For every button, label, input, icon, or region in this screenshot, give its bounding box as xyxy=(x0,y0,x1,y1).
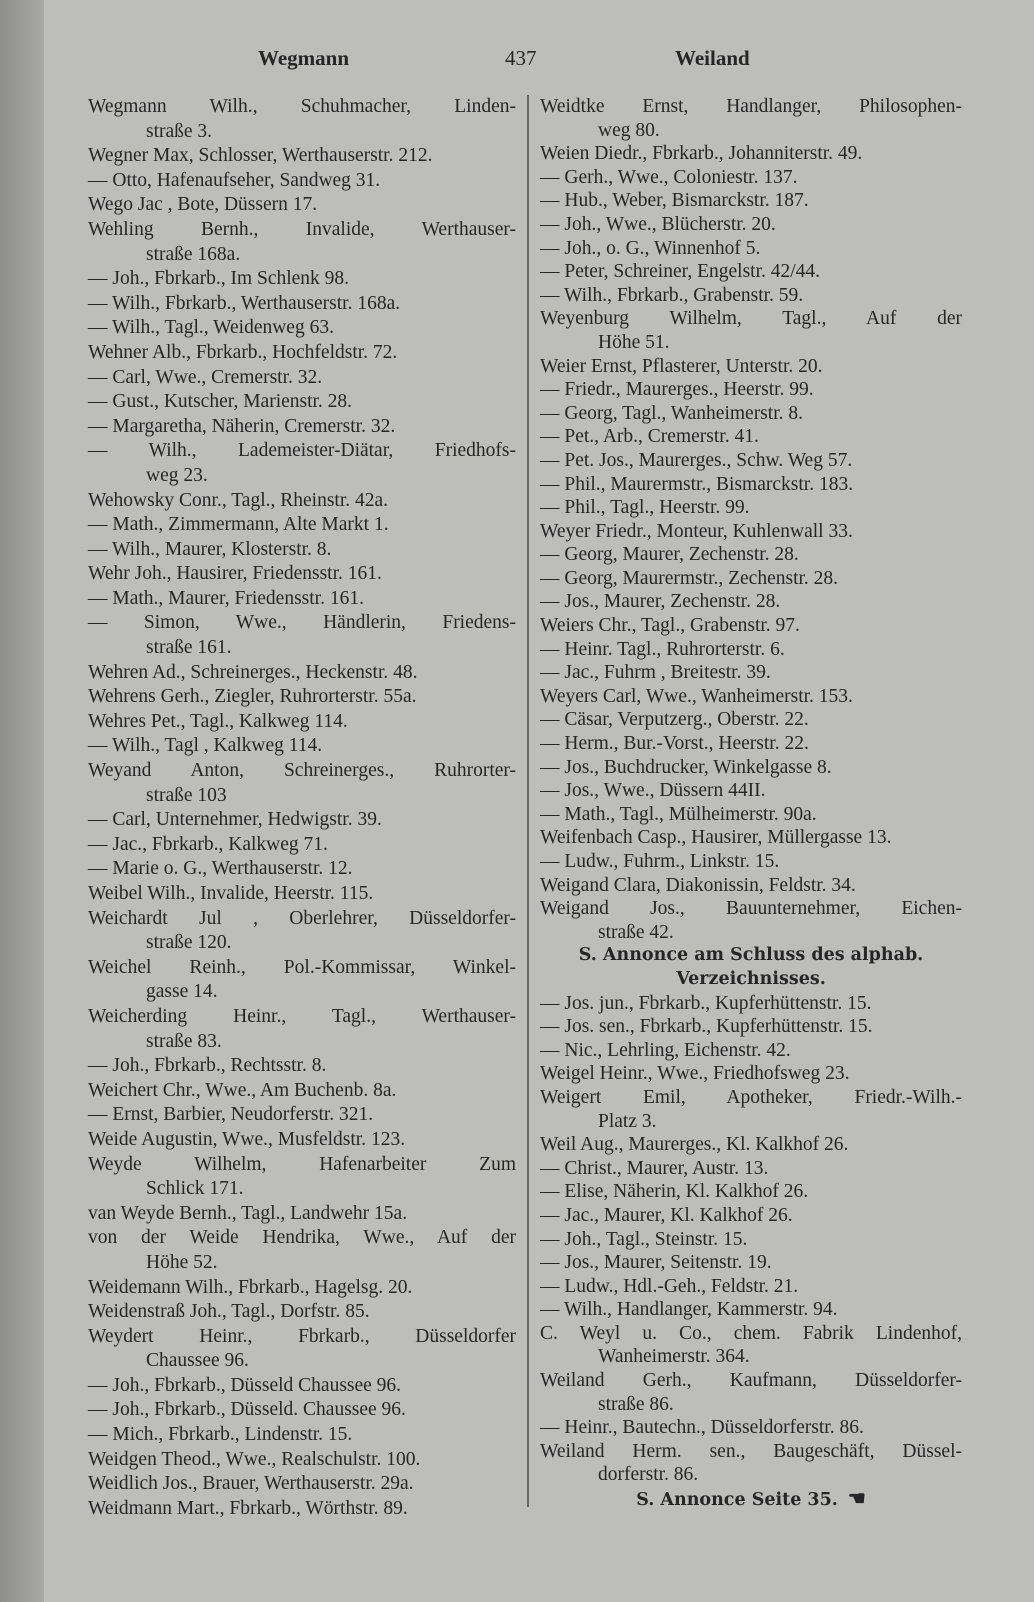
entry-line: — Christ., Maurer, Austr. 13. xyxy=(540,1157,769,1179)
entry-line: Weidgen Theod., Wwe., Realschulstr. 100. xyxy=(88,1448,421,1470)
directory-entry xyxy=(88,1448,516,1473)
directory-entry xyxy=(540,189,962,213)
entry-line: — Wilh., Fbrkarb., Grabenstr. 59. xyxy=(540,284,804,306)
directory-entry xyxy=(88,292,516,317)
directory-entry xyxy=(540,402,962,426)
directory-entry xyxy=(540,1180,962,1204)
entry-line: — Joh., Fbrkarb., Düsseld Chaussee 96. xyxy=(88,1374,402,1396)
entry-line: — Ludw., Fuhrm., Linkstr. 15. xyxy=(540,851,780,872)
entry-line: Weyer Friedr., Monteur, Kuhlenwall 33. xyxy=(540,520,853,542)
directory-entry xyxy=(88,833,516,858)
entry-continuation: straße 103 xyxy=(146,784,227,806)
entry-line: — Mich., Fbrkarb., Lindenstr. 15. xyxy=(88,1424,353,1446)
page-number: 437 xyxy=(505,46,537,70)
entry-line: Weichert Chr., Wwe., Am Buchenb. 8a. xyxy=(88,1079,397,1101)
entry-line: — Wilh., Fbrkarb., Werthauserstr. 168a. xyxy=(88,292,401,314)
directory-entry xyxy=(88,734,516,759)
entry-continuation: straße 161. xyxy=(146,637,232,659)
running-head-right: Weiland xyxy=(675,46,750,70)
directory-entry xyxy=(540,1086,962,1133)
directory-entry xyxy=(88,956,516,1005)
directory-entry xyxy=(88,587,516,612)
entry-line: — Margaretha, Näherin, Cremerstr. 32. xyxy=(88,415,396,437)
entry-line: Weigert Emil, Apotheker, Friedr.-Wilh.- xyxy=(540,1086,962,1108)
entry-line: — Gust., Kutscher, Marienstr. 28. xyxy=(88,391,353,413)
entry-continuation: weg 23. xyxy=(146,464,208,486)
directory-entry xyxy=(88,882,516,907)
entry-line: C. Weyl u. Co., chem. Fabrik Lindenhof, xyxy=(540,1322,962,1344)
entry-line: — Joh., Tagl., Steinstr. 15. xyxy=(540,1228,748,1250)
directory-entry xyxy=(540,1204,962,1228)
entry-line: Wehowsky Conr., Tagl., Rheinstr. 42a. xyxy=(88,489,389,511)
entry-line: Wehrens Gerh., Ziegler, Ruhrorterstr. 55a. xyxy=(88,686,417,708)
entry-line: — Joh., Fbrkarb., Düsseld. Chaussee 96. xyxy=(88,1399,406,1421)
directory-entry xyxy=(540,260,962,284)
entry-line: Weidmann Mart., Fbrkarb., Wörthstr. 89. xyxy=(88,1497,408,1519)
right-column xyxy=(540,95,962,1511)
entry-line: — Phil., Maurermstr., Bismarckstr. 183. xyxy=(540,473,854,495)
directory-entry xyxy=(540,826,962,850)
entry-continuation: straße 83. xyxy=(146,1030,222,1052)
entry-line: — Math., Tagl., Mülheimerstr. 90a. xyxy=(540,803,817,825)
entry-line: Weyenburg Wilhelm, Tagl., Auf der xyxy=(540,308,962,330)
left-column xyxy=(88,95,516,1521)
entry-continuation: straße 86. xyxy=(598,1393,674,1415)
annonce-notice xyxy=(540,1487,962,1511)
entry-line: Weibel Wilh., Invalide, Heerstr. 115. xyxy=(88,883,374,904)
entry-line: — Herm., Bur.-Vorst., Heerstr. 22. xyxy=(540,733,809,755)
directory-entry xyxy=(540,1275,962,1299)
entry-line: Weien Diedr., Fbrkarb., Johanniterstr. 49. xyxy=(540,143,863,165)
entry-line: Wego Jac , Bote, Düssern 17. xyxy=(88,194,318,216)
entry-line: — Pet., Arb., Cremerstr. 41. xyxy=(540,426,759,448)
directory-entry xyxy=(540,307,962,354)
directory-entry xyxy=(540,992,962,1016)
directory-entry xyxy=(540,473,962,497)
directory-entry xyxy=(88,759,516,808)
directory-entry xyxy=(540,142,962,166)
entry-continuation: straße 168a. xyxy=(146,243,241,265)
entry-line: — Cäsar, Verputzerg., Oberstr. 22. xyxy=(540,709,809,731)
entry-line: Weiland Herm. sen., Baugeschäft, Düssel- xyxy=(540,1440,962,1462)
entry-line: — Joh., Wwe., Blücherstr. 20. xyxy=(540,213,776,235)
notice-line xyxy=(540,1487,962,1511)
entry-line: Weichardt Jul , Oberlehrer, Düsseldorfer- xyxy=(88,907,516,929)
directory-entry xyxy=(88,1300,516,1325)
entry-line: — Joh., o. G., Winnenhof 5. xyxy=(540,237,761,259)
entry-line: — Friedr., Maurerges., Heerstr. 99. xyxy=(540,379,814,401)
directory-entry xyxy=(88,857,516,882)
directory-entry xyxy=(540,1039,962,1063)
entry-line: Wegner Max, Schlosser, Werthauserstr. 212. xyxy=(88,145,433,167)
entry-continuation: Höhe 52. xyxy=(146,1251,218,1273)
directory-entry xyxy=(88,341,516,366)
directory-entry xyxy=(540,1228,962,1252)
entry-line: — Georg, Tagl., Wanheimerstr. 8. xyxy=(540,402,803,424)
entry-continuation: straße 42. xyxy=(598,921,674,943)
directory-entry xyxy=(540,496,962,520)
entry-line: — Marie o. G., Werthauserstr. 12. xyxy=(88,858,353,880)
notice-text: S. Annonce Seite 35. xyxy=(636,1490,838,1511)
entry-line: Weicherding Heinr., Tagl., Werthauser- xyxy=(88,1005,516,1027)
directory-entry xyxy=(88,685,516,710)
entry-line: Weigand Clara, Diakonissin, Feldstr. 34. xyxy=(540,874,856,896)
entry-line: — Joh., Fbrkarb., Im Schlenk 98. xyxy=(88,268,350,290)
entry-line: — Georg, Maurer, Zechenstr. 28. xyxy=(540,544,799,566)
entry-line: — Math., Maurer, Friedensstr. 161. xyxy=(88,587,364,609)
directory-entry xyxy=(88,144,516,169)
directory-entry xyxy=(88,193,516,218)
directory-entry xyxy=(88,1103,516,1128)
entry-continuation: straße 3. xyxy=(146,120,213,142)
annonce-notice xyxy=(540,944,962,991)
directory-entry xyxy=(540,756,962,780)
entry-line: Weidemann Wilh., Fbrkarb., Hagelsg. 20. xyxy=(88,1276,413,1298)
entry-line: von der Weide Hendrika, Wwe., Auf der xyxy=(88,1227,516,1249)
entry-line: — Ludw., Hdl.-Geh., Feldstr. 21. xyxy=(540,1275,799,1297)
directory-entry xyxy=(540,803,962,827)
entry-line: — Wilh., Handlanger, Kammerstr. 94. xyxy=(540,1299,838,1321)
entry-line: — Jac., Maurer, Kl. Kalkhof 26. xyxy=(540,1204,793,1226)
directory-entry xyxy=(540,1157,962,1181)
directory-entry xyxy=(88,390,516,415)
directory-entry xyxy=(88,1054,516,1079)
entry-line: — Wilh., Tagl., Weidenweg 63. xyxy=(88,317,334,339)
entry-line: Weichel Reinh., Pol.-Kommissar, Winkel- xyxy=(88,956,516,978)
entry-line: — Jos. sen., Fbrkarb., Kupferhüttenstr. 15. xyxy=(540,1016,873,1038)
directory-entry xyxy=(88,562,516,587)
scan-edge xyxy=(0,0,44,1602)
directory-entry xyxy=(540,685,962,709)
directory-entry xyxy=(540,732,962,756)
directory-entry xyxy=(540,779,962,803)
directory-entry xyxy=(88,661,516,686)
entry-continuation: Wanheimerstr. 364. xyxy=(598,1346,750,1368)
directory-entry xyxy=(540,1251,962,1275)
entry-line: Wehner Alb., Fbrkarb., Hochfeldstr. 72. xyxy=(88,341,398,363)
directory-entry xyxy=(88,1398,516,1423)
directory-entry xyxy=(540,237,962,261)
directory-entry xyxy=(88,1005,516,1054)
entry-line: — Joh., Fbrkarb., Rechtsstr. 8. xyxy=(88,1055,327,1077)
entry-line: — Jos., Maurer, Zechenstr. 28. xyxy=(540,591,781,613)
entry-line: — Math., Zimmermann, Alte Markt 1. xyxy=(88,514,389,536)
directory-entry xyxy=(540,166,962,190)
directory-entry xyxy=(88,538,516,563)
entry-line: Weyde Wilhelm, Hafenarbeiter Zum xyxy=(88,1153,516,1175)
entry-line: — Phil., Tagl., Heerstr. 99. xyxy=(540,497,750,519)
directory-entry xyxy=(88,611,516,660)
directory-entry xyxy=(540,590,962,614)
directory-entry xyxy=(540,95,962,142)
directory-entry xyxy=(540,1298,962,1322)
directory-entry xyxy=(88,1202,516,1227)
entry-line: Weidlich Jos., Brauer, Werthauserstr. 29a. xyxy=(88,1473,414,1495)
directory-entry xyxy=(88,1423,516,1448)
entry-line: — Elise, Näherin, Kl. Kalkhof 26. xyxy=(540,1181,809,1203)
entry-line: van Weyde Bernh., Tagl., Landwehr 15a. xyxy=(88,1202,408,1224)
directory-entry xyxy=(88,1226,516,1275)
entry-continuation: Höhe 51. xyxy=(598,331,670,353)
entry-line: Weiland Gerh., Kaufmann, Düsseldorfer- xyxy=(540,1370,962,1392)
entry-line: Weydert Heinr., Fbrkarb., Düsseldorfer xyxy=(88,1325,516,1347)
directory-entry xyxy=(540,661,962,685)
entry-line: — Peter, Schreiner, Engelstr. 42/44. xyxy=(540,261,821,283)
directory-entry xyxy=(88,1472,516,1497)
entry-line: Weide Augustin, Wwe., Musfeldstr. 123. xyxy=(88,1128,406,1150)
directory-entry xyxy=(88,907,516,956)
directory-entry xyxy=(540,1440,962,1487)
directory-entry xyxy=(540,1369,962,1416)
directory-entry xyxy=(540,638,962,662)
entry-line: — Carl, Unternehmer, Hedwigstr. 39. xyxy=(88,809,382,831)
entry-line: — Pet. Jos., Maurerges., Schw. Weg 57. xyxy=(540,449,853,471)
entry-line: — Nic., Lehrling, Eichenstr. 42. xyxy=(540,1039,791,1061)
entry-line: Weiers Chr., Tagl., Grabenstr. 97. xyxy=(540,615,800,637)
entry-continuation: Platz 3. xyxy=(598,1110,657,1132)
directory-entry xyxy=(88,513,516,538)
entry-continuation: dorferstr. 86. xyxy=(598,1464,699,1486)
column-divider xyxy=(527,95,529,1507)
entry-line: Wehling Bernh., Invalide, Werthauser- xyxy=(88,218,516,240)
directory-entry xyxy=(540,1416,962,1440)
directory-entry xyxy=(88,1374,516,1399)
directory-entry xyxy=(540,708,962,732)
entry-line: Weifenbach Casp., Hausirer, Müllergasse 13. xyxy=(540,827,892,849)
entry-line: — Heinr. Tagl., Ruhrorterstr. 6. xyxy=(540,638,785,660)
entry-continuation: gasse 14. xyxy=(146,981,218,1003)
entry-line: Weyers Carl, Wwe., Wanheimerstr. 153. xyxy=(540,685,853,707)
entry-line: — Jac., Fbrkarb., Kalkweg 71. xyxy=(88,833,328,855)
entry-line: Weidenstraß Joh., Tagl., Dorfstr. 85. xyxy=(88,1301,370,1323)
entry-line: — Jac., Fuhrm , Breitestr. 39. xyxy=(540,662,771,684)
directory-entry xyxy=(88,710,516,735)
directory-entry xyxy=(540,449,962,473)
directory-entry xyxy=(88,808,516,833)
entry-line: Weigel Heinr., Wwe., Friedhofsweg 23. xyxy=(540,1063,850,1085)
directory-entry xyxy=(540,284,962,308)
directory-entry xyxy=(88,316,516,341)
entry-continuation: Schlick 171. xyxy=(146,1178,244,1200)
directory-entry xyxy=(540,543,962,567)
directory-entry xyxy=(540,850,962,874)
directory-entry xyxy=(540,1133,962,1157)
directory-entry xyxy=(540,1322,962,1369)
directory-entry xyxy=(540,520,962,544)
directory-entry xyxy=(88,169,516,194)
entry-line: — Heinr., Bautechn., Düsseldorferstr. 86. xyxy=(540,1417,864,1439)
entry-continuation: straße 120. xyxy=(146,932,232,954)
entry-continuation: Chaussee 96. xyxy=(146,1350,249,1372)
entry-continuation: weg 80. xyxy=(598,119,660,141)
directory-entry xyxy=(88,1276,516,1301)
directory-entry xyxy=(540,1015,962,1039)
directory-entry xyxy=(88,218,516,267)
entry-line: — Wilh., Lademeister-Diätar, Friedhofs- xyxy=(88,440,516,462)
entry-line: — Jos. jun., Fbrkarb., Kupferhüttenstr. 15. xyxy=(540,992,872,1014)
directory-entry xyxy=(88,1128,516,1153)
entry-line: — Otto, Hafenaufseher, Sandweg 31. xyxy=(88,169,381,191)
pointing-hand-icon: ☚ xyxy=(847,1486,866,1511)
entry-line: — Jos., Buchdrucker, Winkelgasse 8. xyxy=(540,756,832,778)
directory-entry xyxy=(540,378,962,402)
entry-line: Weigand Jos., Bauunternehmer, Eichen- xyxy=(540,898,962,920)
entry-line: Weil Aug., Maurerges., Kl. Kalkhof 26. xyxy=(540,1134,849,1156)
entry-line: — Gerh., Wwe., Coloniestr. 137. xyxy=(540,166,798,188)
directory-entry xyxy=(540,874,962,898)
notice-text: S. Annonce am Schluss des alphab. xyxy=(578,945,924,966)
notice-line: Verzeichnisses. xyxy=(676,968,826,989)
entry-line: Wegmann Wilh., Schuhmacher, Linden- xyxy=(88,96,516,117)
directory-entry xyxy=(88,489,516,514)
entry-line: — Wilh., Maurer, Klosterstr. 8. xyxy=(88,538,332,560)
entry-line: — Jos., Wwe., Düssern 44II. xyxy=(540,780,766,802)
entry-line: — Simon, Wwe., Händlerin, Friedens- xyxy=(88,612,516,634)
entry-line: Weyand Anton, Schreinerges., Ruhrorter- xyxy=(88,760,516,782)
directory-entry xyxy=(540,425,962,449)
entry-line: Weidtke Ernst, Handlanger, Philosophen- xyxy=(540,96,962,117)
entry-line: — Wilh., Tagl , Kalkweg 114. xyxy=(88,735,323,757)
directory-entry xyxy=(88,415,516,440)
directory-entry xyxy=(88,439,516,488)
directory-entry xyxy=(88,1079,516,1104)
entry-line: Wehr Joh., Hausirer, Friedensstr. 161. xyxy=(88,563,382,585)
directory-entry xyxy=(88,366,516,391)
entry-line: Weier Ernst, Pflasterer, Unterstr. 20. xyxy=(540,355,823,377)
directory-entry xyxy=(88,1153,516,1202)
entry-line: — Georg, Maurermstr., Zechenstr. 28. xyxy=(540,567,839,589)
entry-line: — Jos., Maurer, Seitenstr. 19. xyxy=(540,1252,772,1274)
entry-line: — Hub., Weber, Bismarckstr. 187. xyxy=(540,190,809,212)
directory-entry xyxy=(540,1062,962,1086)
entry-line: Wehren Ad., Schreinerges., Heckenstr. 48. xyxy=(88,661,418,683)
directory-entry xyxy=(540,567,962,591)
directory-entry xyxy=(88,95,516,144)
running-head-left: Wegmann xyxy=(258,46,350,70)
entry-line: — Ernst, Barbier, Neudorferstr. 321. xyxy=(88,1104,374,1126)
entry-line: Wehres Pet., Tagl., Kalkweg 114. xyxy=(88,710,348,732)
directory-entry xyxy=(540,614,962,638)
directory-entry xyxy=(540,355,962,379)
directory-entry xyxy=(88,1325,516,1374)
entry-line: — Carl, Wwe., Cremerstr. 32. xyxy=(88,366,323,388)
directory-entry xyxy=(540,897,962,944)
directory-entry xyxy=(540,213,962,237)
notice-line xyxy=(540,944,962,968)
directory-entry xyxy=(88,267,516,292)
directory-entry xyxy=(88,1497,516,1522)
